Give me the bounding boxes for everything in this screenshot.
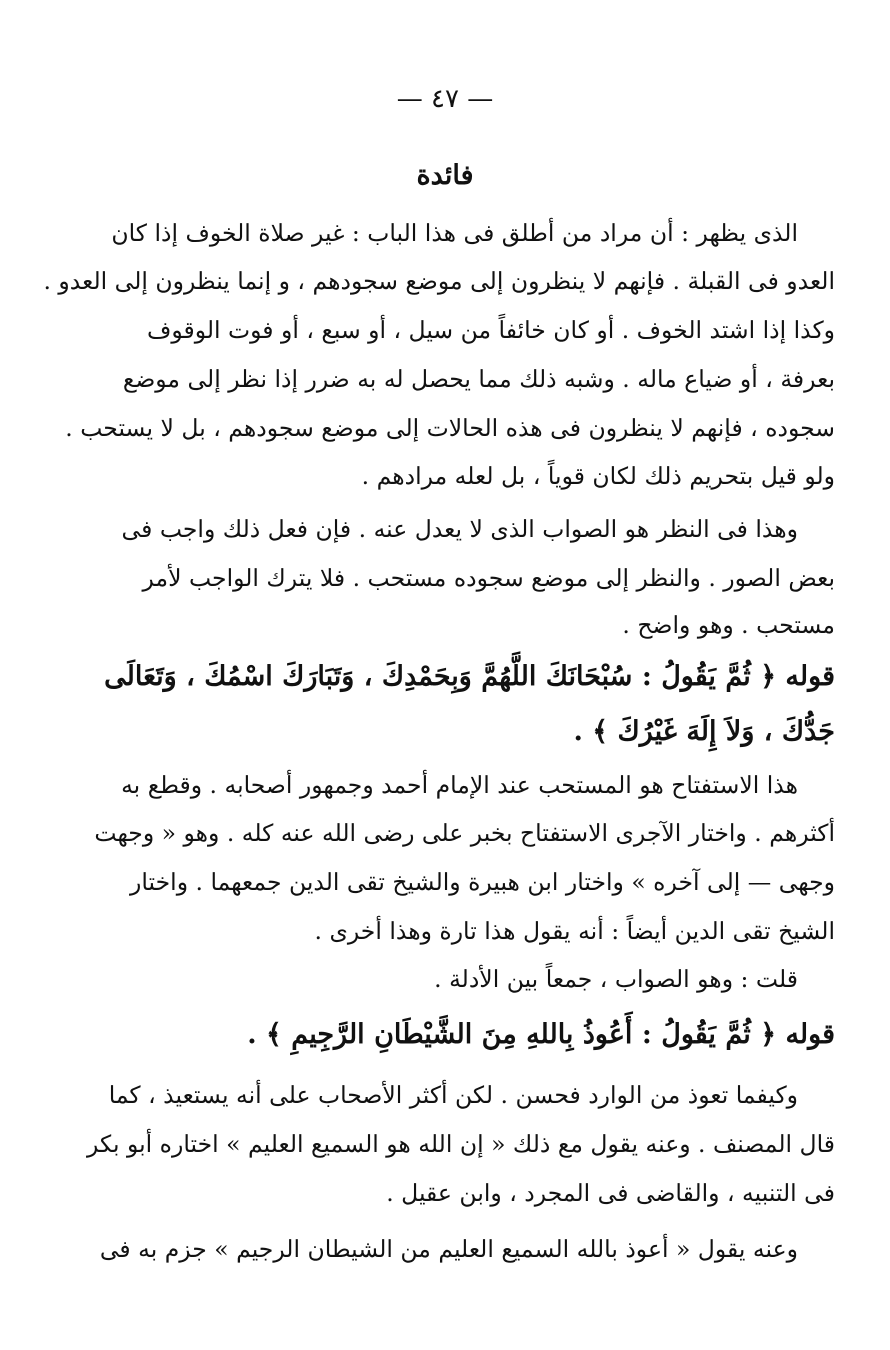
text-line: وعنه يقول « أعوذ بالله السميع العليم من الشيطان الرجيم » جزم به فى (99, 1235, 798, 1263)
text-line: وهذا فى النظر هو الصواب الذى لا يعدل عنه . فإن فعل ذلك واجب فى (121, 515, 798, 543)
text-line: قلت : وهو الصواب ، جمعاً بين الأدلة . (434, 965, 798, 993)
quote-line: قوله ﴿ ثُمَّ يَقُولُ : سُبْحَانَكَ اللَّهُمَّ وَبِحَمْدِكَ ، وَتَبَارَكَ اسْمُكَ ، وَتَعَالَى (104, 661, 835, 692)
text-line: الشيخ تقى الدين أيضاً : أنه يقول هذا تارة وهذا أخرى . (314, 917, 835, 945)
text-line: فى التنبيه ، والقاضى فى المجرد ، وابن عقيل . (386, 1179, 835, 1207)
text-line: وكذا إذا اشتد الخوف . أو كان خائفاً من سيل ، أو سبع ، أو فوت الوقوف (146, 316, 835, 344)
text-line: هذا الاستفتاح هو المستحب عند الإمام أحمد وجمهور أصحابه . وقطع به (121, 771, 798, 799)
section-title: فائدة (416, 160, 474, 191)
quote-line: جَدُّكَ ، وَلاَ إِلَهَ غَيْرُكَ ﴾ . (573, 716, 835, 747)
text-line: الذى يظهر : أن مراد من أطلق فى هذا الباب : غير صلاة الخوف إذا كان (111, 219, 798, 247)
text-line: بعرفة ، أو ضياع ماله . وشبه ذلك مما يحصل له به ضرر إذا نظر إلى موضع (122, 365, 835, 393)
text-line: ولو قيل بتحريم ذلك لكان قوياً ، بل لعله مرادهم . (361, 462, 835, 490)
text-line: أكثرهم . واختار الآجرى الاستفتاح بخبر على رضى الله عنه كله . وهو « وجهت (94, 819, 835, 847)
text-line: بعض الصور . والنظر إلى موضع سجوده مستحب . فلا يترك الواجب لأمر (142, 564, 835, 592)
text-line: قال المصنف . وعنه يقول مع ذلك « إن الله هو السميع العليم » اختاره أبو بكر (87, 1130, 835, 1158)
text-line: سجوده ، فإنهم لا ينظرون فى هذه الحالات إلى موضع سجودهم ، بل لا يستحب . (65, 414, 835, 442)
text-line: العدو فى القبلة . فإنهم لا ينظرون إلى موضع سجودهم ، و إنما ينظرون إلى العدو . (43, 267, 835, 295)
text-line: وجهى — إلى آخره » واختار ابن هبيرة والشيخ تقى الدين جمعهما . واختار (130, 868, 835, 896)
text-line: مستحب . وهو واضح . (622, 611, 835, 639)
page-number: — ٤٧ — (396, 84, 494, 114)
text-line: وكيفما تعوذ من الوارد فحسن . لكن أكثر الأصحاب على أنه يستعيذ ، كما (108, 1081, 798, 1109)
quote-line: قوله ﴿ ثُمَّ يَقُولُ : أَعُوذُ بِاللهِ مِنَ الشَّيْطَانِ الرَّجِيمِ ﴾ . (247, 1019, 835, 1050)
